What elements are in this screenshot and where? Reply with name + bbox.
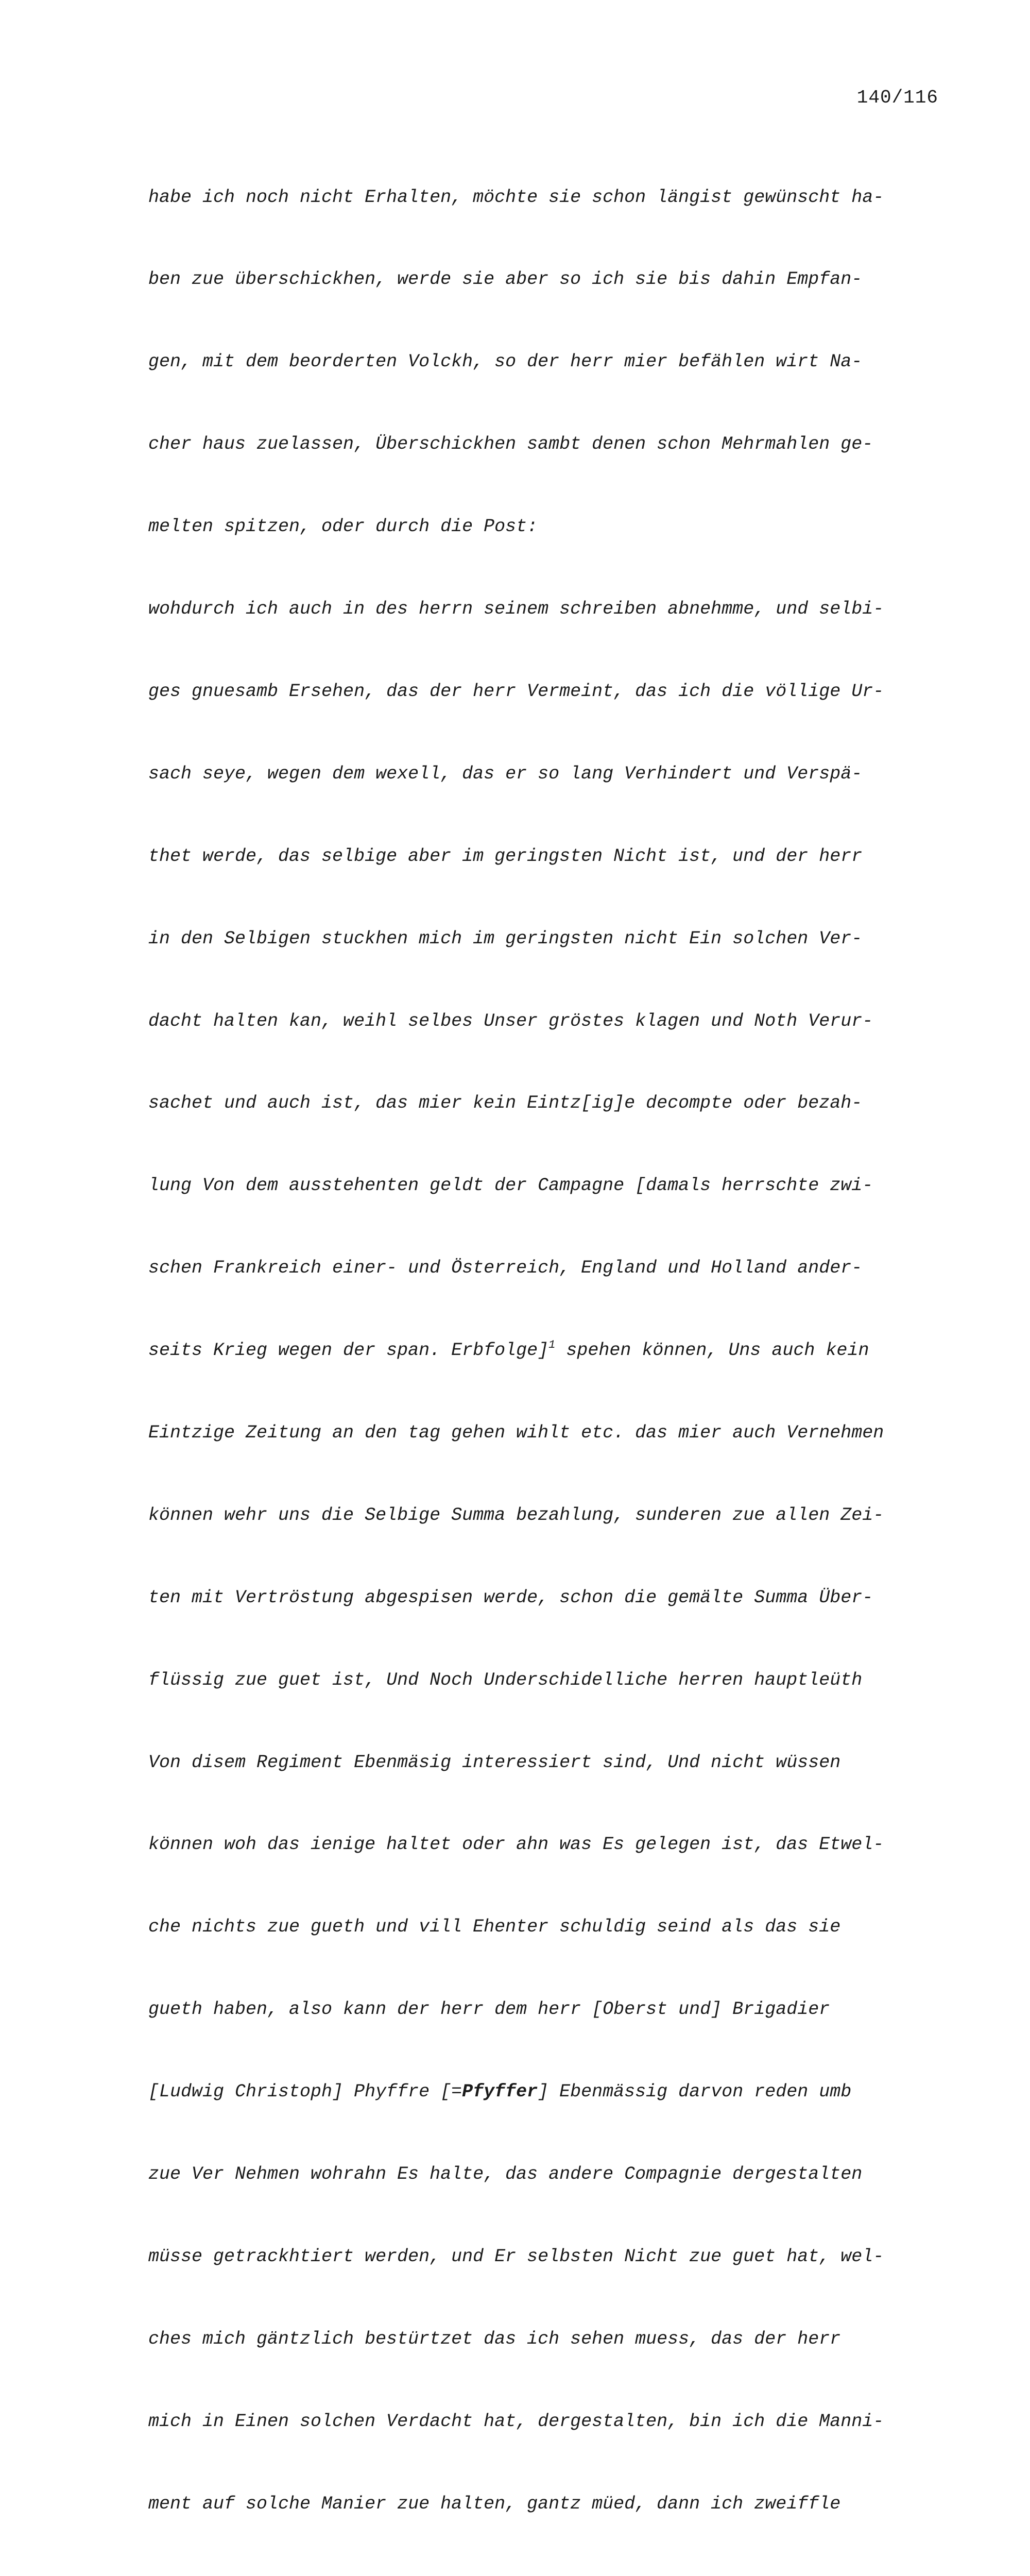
text-line — [148, 2572, 952, 2576]
text-line: melten spitzen, oder durch die Post: — [148, 516, 538, 537]
text-line: ges gnuesamb Ersehen, das der herr Vermeint, das ich die völlige Ur- — [148, 681, 884, 702]
text-line: flüssig zue guet ist, Und Noch Underschidelliche herren hauptleüth — [148, 1669, 863, 1690]
text-line: Von disem Regiment Ebenmäsig interessiert sind, Und nicht wüssen — [148, 1752, 841, 1773]
text-line: ment auf solche Manier zue halten, gantz müed, dann ich zweiffle — [148, 2493, 841, 2514]
text-segment: seits Krieg wegen der span. Erbfolge] — [148, 1340, 549, 1361]
text-line: wohdurch ich auch in des herrn seinem schreiben abnehmme, und selbi- — [148, 599, 884, 620]
text-line: dacht halten kan, weihl selbes Unser gröstes klagen und Noth Verur- — [148, 1010, 873, 1031]
transcription-text — [148, 129, 952, 2576]
text-line-with-footnote — [148, 1337, 952, 1364]
text-segment: [Ludwig Christoph] Phyffre [= — [148, 2081, 462, 2103]
text-line: thet werde, das selbige aber im geringsten Nicht ist, und der herr — [148, 845, 863, 867]
text-line: lung Von dem ausstehenten geldt der Campagne [damals herrschte zwi- — [148, 1175, 873, 1196]
text-line: können woh das ienige haltet oder ahn was Es gelegen ist, das Etwel- — [148, 1834, 884, 1855]
text-line-with-bold — [148, 2078, 952, 2106]
text-segment: ] Ebenmässig darvon reden umb — [538, 2081, 852, 2103]
text-line: ten mit Vertröstung abgespisen werde, schon die gemälte Summa Über- — [148, 1587, 873, 1608]
text-line: habe ich noch nicht Erhalten, möchte sie schon längist gewünscht ha- — [148, 187, 884, 208]
text-line: können wehr uns die Selbige Summa bezahlung, sunderen zue allen Zei- — [148, 1504, 884, 1526]
text-line: gen, mit dem beorderten Volckh, so der herr mier befählen wirt Na- — [148, 351, 863, 372]
text-line: müsse getrackhtiert werden, und Er selbsten Nicht zue guet hat, wel- — [148, 2246, 884, 2267]
text-segment: spehen können, Uns auch kein — [555, 1340, 869, 1361]
text-line: Eintzige Zeitung an den tag gehen wihlt etc. das mier auch Vernehmen — [148, 1422, 884, 1443]
page-number: 140/116 — [856, 87, 938, 108]
text-line: che nichts zue gueth und vill Ehenter schuldig seind als das sie — [148, 1917, 841, 1938]
text-line: mich in Einen solchen Verdacht hat, dergestalten, bin ich die Manni- — [148, 2411, 884, 2432]
text-line: sach seye, wegen dem wexell, das er so lang Verhindert und Verspä- — [148, 763, 863, 784]
text-line: cher haus zuelassen, Überschickhen sambt denen schon Mehrmahlen ge- — [148, 434, 873, 455]
text-line: ben zue überschickhen, werde sie aber so ich sie bis dahin Empfan- — [148, 269, 863, 290]
text-line: schen Frankreich einer- und Österreich, England und Holland ander- — [148, 1258, 863, 1279]
bold-name: Pfyffer — [462, 2081, 538, 2103]
footnote-marker: 1 — [548, 1338, 556, 1352]
text-line: in den Selbigen stuckhen mich im geringsten nicht Ein solchen Ver- — [148, 928, 863, 949]
text-line: gueth haben, also kann der herr dem herr [Oberst und] Brigadier — [148, 1999, 830, 2020]
text-line: zue Ver Nehmen wohrahn Es halte, das andere Compagnie dergestalten — [148, 2163, 863, 2184]
text-line: ches mich gäntzlich bestürtzet das ich sehen muess, das der herr — [148, 2328, 841, 2349]
text-line: sachet und auch ist, das mier kein Eintz[ig]e decompte oder bezah- — [148, 1093, 863, 1114]
